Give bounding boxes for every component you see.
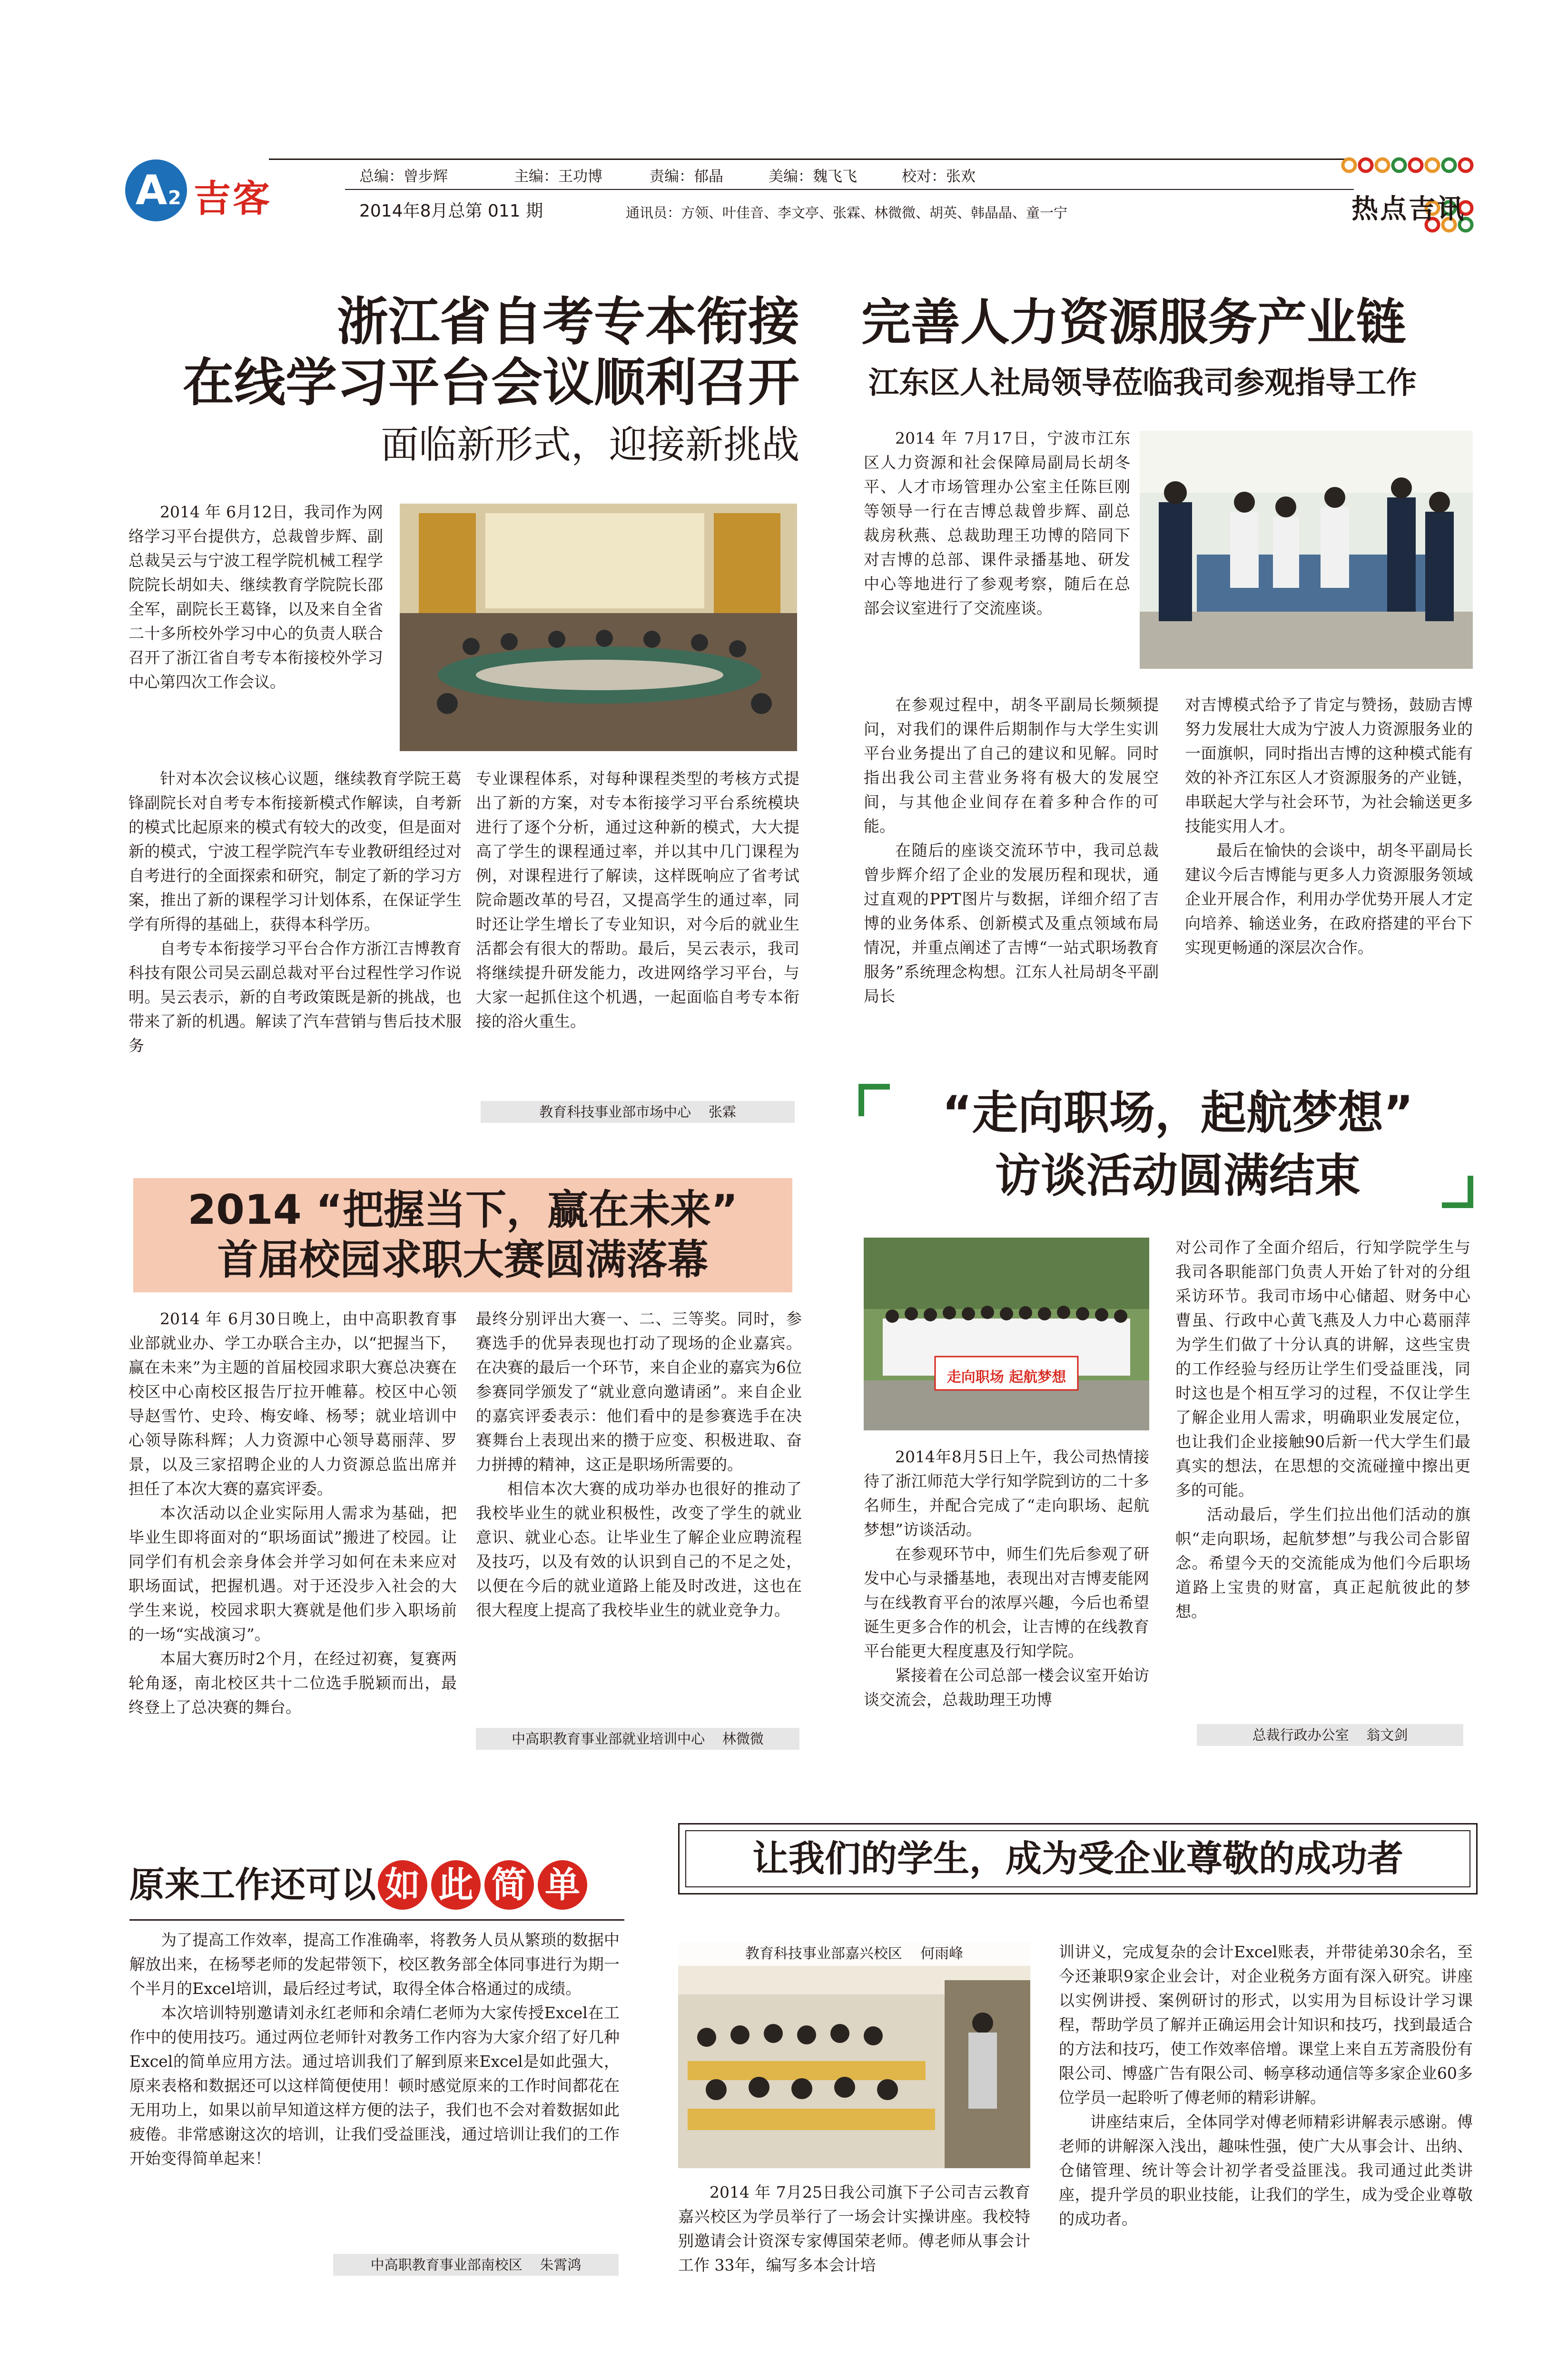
article4-col1	[864, 1445, 1149, 1778]
article2-p1: 2014 年 7月17日，宁波市江东区人力资源和社会保障局副局长胡冬平、人才市场管理办公室主任陈巨刚等领导一行在吉博总裁曾步辉、副总裁房秋燕、总裁助理王功博的陪同下对吉博的总部、课件录播基地、研发中心等地进行了参观考察，随后在总部会议室进行了交流座谈。	[864, 429, 1130, 617]
article5-p1: 为了提高工作效率，提高工作准确率，将教务人员从繁琐的数据中解放出来，在杨琴老师的发起带领下，校区教务部全体同事进行为期一个半月的Excel培训，最后经过考试，取得全体合格通过的成绩。	[129, 1931, 620, 1998]
article3-title-line2: 首届校园求职大赛圆满落幕	[217, 1236, 709, 1284]
article1-col1b	[128, 766, 462, 1147]
article3-p3-cont: 最终分别评出大赛一、二、三等奖。同时，参赛选手的优异表现也打动了现场的企业嘉宾。在决赛的最后一个环节，来自企业的嘉宾为6位参赛同学颁发了“就业意向邀请函”。来自企业的嘉宾评委表示：他们看中的是参赛选手在决赛舞台上表现出来的攒于应变、积极进取、奋力拼搏的精神，这正是职场所需要的。	[476, 1309, 802, 1474]
article2-subtitle: 江东区人社局领导莅临我司参观指导工作	[868, 365, 1417, 401]
article1-col1	[128, 500, 383, 747]
article2-p4: 最后在愉快的会谈中，胡冬平副局长建议今后吉博能与更多人力资源服务领域企业开展合作，利用办学优势开展人才定向培养、输送业务，在政府搭建的平台下实现更畅通的深层次合作。	[1185, 841, 1473, 957]
article3-col1	[128, 1307, 457, 1811]
reporters: 通讯员：方领、叶佳音、李文亭、张霖、林微微、胡英、韩晶晶、童一宁	[626, 205, 1068, 221]
header-rule-lower	[345, 189, 1354, 190]
art-editor: 美编：魏飞飞	[769, 168, 857, 185]
article5-title-char1: 如	[378, 1860, 427, 1910]
article2-col1b	[864, 693, 1159, 1035]
article4-p2: 在参观环节中，师生们先后参观了研发中心与录播基地，表现出对吉博麦能网与在线教育平台的浓厚兴趣，今后也希望诞生更多合作的机会，让吉博的在线教育平台能更大程度惠及行知学院。	[864, 1545, 1149, 1660]
group-photo-banner: 走向职场 起航梦想	[947, 1369, 1066, 1386]
article5-rule	[129, 1919, 624, 1921]
article6-col2	[1059, 1940, 1473, 2299]
article4-title-line2: 访谈活动圆满结束	[995, 1149, 1361, 1202]
article1-subtitle: 面临新形式，迎接新挑战	[381, 423, 799, 467]
article6-col1	[678, 2180, 1030, 2299]
article2-p2: 在参观过程中，胡冬平副局长频频提问，对我们的课件后期制作与大学生实训平台业务提出了自己的建议和见解。同时指出我公司主营业务将有极大的发展空间，与其他企业间存在着多种合作的可能。	[864, 695, 1159, 835]
article1-p3: 自考专本衔接学习平台合作方浙江吉博教育科技有限公司吴云副总裁对平台过程性学习作说明。吴云表示，新的自考政策既是新的挑战，也带来了新的机遇。解读了汽车营销与售后技术服务	[128, 939, 462, 1055]
article6-title: 让我们的学生，成为受企业尊敬的成功者	[752, 1837, 1403, 1880]
page-header	[121, 150, 1473, 240]
chief-editor: 总编：曾步辉	[359, 168, 448, 185]
article5-title-prefix: 原来工作还可以	[129, 1864, 376, 1905]
article6-p1-start: 2014 年 7月25日我公司旗下子公司吉云教育嘉兴校区为学员举行了一场会计实操讲座。我校特别邀请会计资深专家傅国荣老师。傅老师从事会计工作 33年，编写多本会计培	[678, 2183, 1030, 2274]
meeting-photo	[400, 504, 797, 751]
article3-col2	[476, 1307, 802, 1716]
article5-p2: 本次培训特别邀请刘永红老师和余靖仁老师为大家传授Excel在工作中的使用技巧。通过两位老师针对教务工作内容为大家介绍了好几种Excel的简单应用方法。通过培训我们了解到原来Excel是如此强大，原来表格和数据还可以这样简便使用！顿时感觉原来的工作时间都花在无用功上，如果以前早知道这样方便的法子，我们也不会对着数据如此疲倦。非常感谢这次的培训，让我们受益匪浅，通过培训让我们的工作开始变得简单起来！	[129, 2003, 620, 2168]
article2-p3-cont: 对吉博模式给予了肯定与赞扬，鼓励吉博努力发展壮大成为宁波人力资源服务业的一面旗帜，同时指出吉博的这种模式能有效的补齐江东区人才资源服务的产业链，串联起大学与社会环节，为社会输送更多技能实用人才。	[1185, 695, 1473, 835]
section-title: 热点吉讯	[1351, 193, 1466, 225]
article1-title-line1: 浙江省自考专本衔接	[336, 292, 799, 352]
article4-p4: 活动最后，学生们拉出他们活动的旗帜“走向职场，起航梦想”与我公司合影留念。希望今天的交流能成为他们今后职场道路上宝贵的财富，真正起航彼此的梦想。	[1175, 1505, 1470, 1621]
duty-editor: 责编：郁晶	[650, 168, 723, 185]
brand-logo: 吉客	[194, 177, 272, 220]
issue-number: 2014年8月总第 011 期	[359, 201, 543, 221]
main-editor: 主编：王功博	[514, 168, 602, 185]
group-photo	[864, 1238, 1149, 1430]
article5-title-char4: 单	[538, 1860, 587, 1910]
article3-byline: 中高职教育事业部就业培训中心 林微微	[476, 1728, 799, 1750]
article3-p4: 相信本次大赛的成功举办也很好的推动了我校毕业生的就业积极性，改变了学生的就业意识、就业心态。让毕业生了解企业应聘流程及技巧，以及有效的认识到自己的不足之处，以便在今后的就业道路上能及时改进，这也在很大程度上提高了我校毕业生的就业竞争力。	[476, 1479, 802, 1619]
article4-p1: 2014年8月5日上午，我公司热情接待了浙江师范大学行知学院到访的二十多名师生，并配合完成了“走向职场、起航梦想”访谈活动。	[864, 1448, 1149, 1539]
article4-col2	[1175, 1235, 1470, 1706]
article4-title-line1: “走向职场，起航梦想”	[942, 1086, 1414, 1140]
article1-p2: 针对本次会议核心议题，继续教育学院王葛锋副院长对自考专本衔接新模式作解读，自考新的模式比起原来的模式有较大的改变，但是面对新的模式，宁波工程学院汽车专业教研组经过对自考进行的全面探索和研究，制定了新的学习方案，推出了新的课程学习计划体系，在保证学生学有所得的基础上，获得本科学历。	[128, 769, 462, 933]
article3-title-line1: 2014 “把握当下，赢在未来”	[187, 1186, 738, 1234]
lecture-photo	[678, 1942, 1030, 2168]
article1-col2	[476, 766, 799, 1095]
page-sub: 2	[168, 187, 181, 209]
article3-p2: 本次活动以企业实际用人需求为基础，把毕业生即将面对的“职场面试”搬进了校园。让同学们有机会亲身体会并学习如何在未来应对职场面试，把握机遇。对于还没步入社会的大学生来说，校园求职大赛就是他们步入职场前的一场“实战演习”。	[128, 1504, 457, 1644]
article4-byline: 总裁行政办公室 翁文剑	[1197, 1724, 1463, 1746]
article1-p3-cont: 专业课程体系，对每种课程类型的考核方式提出了新的方案，对专本衔接学习平台系统模块进行了逐个分析，通过这种新的模式，大大提高了学生的课程通过率，并以其中几门课程为例，对课程进行了解读，这样既响应了省考试院命题改革的号召，又提高学生的通过率，同时还让学生增长了专业知识，对今后的就业生活都会有很大的帮助。最后，吴云表示，我司将继续提升研发能力，改进网络学习平台，与大家一起抓住这个机遇，一起面临自考专本衔接的浴火重生。	[476, 769, 799, 1031]
article2-title: 完善人力资源服务产业链	[861, 293, 1406, 351]
visit-photo	[1140, 431, 1473, 669]
article6-p2: 讲座结束后，全体同学对傅老师精彩讲解表示感谢。傅老师的讲解深入浅出，趣味性强，使广大从事会计、出纳、仓储管理、统计等会计初学者受益匪浅。我司通过此类讲座，提升学员的职业技能，让我们的学生，成为受企业尊敬的成功者。	[1059, 2112, 1473, 2228]
lecture-photo-caption: 教育科技事业部嘉兴校区 何雨峰	[745, 1945, 964, 1962]
article5-title-char2: 此	[431, 1860, 481, 1910]
article2-col1a	[864, 426, 1130, 693]
article1-byline: 教育科技事业部市场中心 张霖	[481, 1101, 795, 1123]
article5-body	[129, 1928, 620, 2261]
article2-p3: 在随后的座谈交流环节中，我司总裁曾步辉介绍了企业的发展历程和现状，通过直观的PPT图片与数据，详细介绍了吉博的业务体系、创新模式及重点领域布局情况，并重点阐述了吉博“一站式职场教育服务”系统理念构想。江东人社局胡冬平副局长	[864, 841, 1159, 1005]
article1-p1: 2014 年 6月12日，我司作为网络学习平台提供方，总裁曾步辉、副总裁吴云与宁波工程学院机械工程学院院长胡如夫、继续教育学院院长邵全军，副院长王葛锋，以及来自全省二十多所校外学习中心的负责人联合召开了浙江省自考专本衔接校外学习中心第四次工作会议。	[128, 503, 383, 691]
article1-title-line2: 在线学习平台会议顺利召开	[182, 353, 799, 413]
article5-byline: 中高职教育事业部南校区 朱霄鸿	[333, 2254, 619, 2276]
article4-p3: 紧接着在公司总部一楼会议室开始访谈交流会，总裁助理王功博	[864, 1666, 1149, 1709]
article5-title-char3: 简	[484, 1860, 534, 1910]
article6-p1-cont: 训讲义，完成复杂的会计Excel账表，并带徒弟30余名，至今还兼职9家企业会计，对企业税务方面有深入研究。讲座以实例讲授、案例研讨的形式，以实用为目标设计学习课程，帮助学员了解并正确运用会计知识和技巧，找到最适合的方法和技巧，使工作效率倍增。课堂上来自五芳斋股份有限公司、博盛广告有限公司、畅享移动通信等多家企业60多位学员一起聆听了傅老师的精彩讲解。	[1059, 1943, 1473, 2107]
header-rule	[269, 159, 1354, 160]
article3-p3: 本届大赛历时2个月，在经过初赛，复赛两轮角逐，南北校区共十二位选手脱颖而出，最终登上了总决赛的舞台。	[128, 1649, 457, 1716]
article3-p1: 2014 年 6月30日晚上，由中高职教育事业部就业办、学工办联合主办，以“把握当下，赢在未来”为主题的首届校园求职大赛总决赛在校区中心南校区报告厅拉开帷幕。校区中心领导赵雪竹、史玲、梅安峰、杨琴；就业培训中心领导陈科辉；人力资源中心领导葛丽萍、罗景，以及三家招聘企业的人力资源总监出席并担任了本次大赛的嘉宾评委。	[128, 1309, 457, 1498]
bracket-close-icon	[1437, 1171, 1475, 1209]
article4-p3-cont: 对公司作了全面介绍后，行知学院学生与我司各职能部门负责人开始了针对的分组采访环节。我司市场中心储超、财务中心曹虽、行政中心黄飞燕及人力中心葛丽萍为学生们做了十分认真的讲解，这些宝贵的工作经验与经历让学生们受益匪浅，同时这也是个相互学习的过程，不仅让学生了解企业用人需求，明确职业发展定位，也让我们企业接触90后新一代大学生们最真实的想法，在思想的交流碰撞中擦出更多的可能。	[1175, 1238, 1470, 1499]
page-code: A	[135, 167, 168, 214]
article2-col2	[1185, 693, 1473, 1035]
proof-reader: 校对：张欢	[902, 168, 976, 185]
